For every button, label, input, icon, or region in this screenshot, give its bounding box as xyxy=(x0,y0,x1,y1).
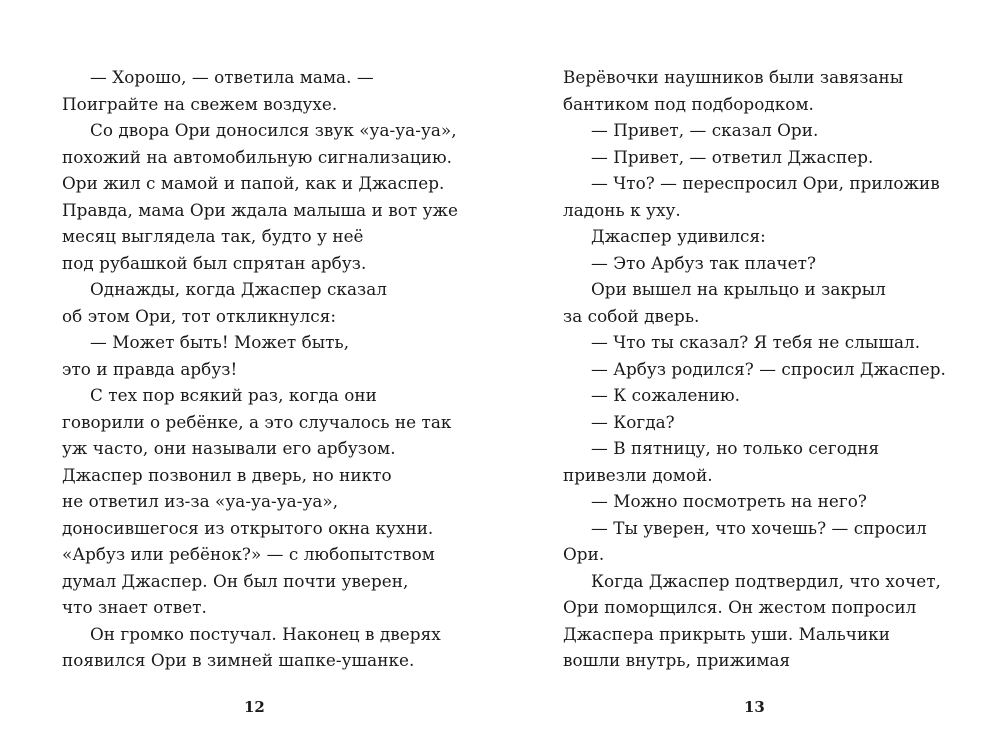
text-line: «Арбуз или ребёнок?» — с любопытством xyxy=(62,544,435,564)
text-line: С тех пор всякий раз, когда они xyxy=(90,385,377,405)
text-line: — Что? — переспросил Ори, приложив xyxy=(591,173,940,193)
text-line: Поиграйте на свежем воздухе. xyxy=(62,93,338,114)
text-line: Джаспер позвонил в дверь, но никто xyxy=(62,464,392,485)
left-page-text xyxy=(62,64,482,674)
text-line: Джаспера прикрыть уши. Мальчики xyxy=(563,623,890,644)
text-line: — Ты уверен, что хочешь? — спросил xyxy=(591,517,927,538)
left-page-number: 12 xyxy=(244,698,265,716)
text-line: — Привет, — сказал Ори. xyxy=(591,120,819,140)
text-line: Он громко постучал. Наконец в дверях xyxy=(90,623,441,644)
text-line: ладонь к уху. xyxy=(563,199,681,220)
text-line: уж часто, они называли его арбузом. xyxy=(62,438,396,458)
text-line: за собой дверь. xyxy=(563,305,700,326)
text-line: — Это Арбуз так плачет? xyxy=(591,252,817,273)
text-line: не ответил из-за «уа-уа-уа-уа», xyxy=(62,491,339,511)
text-line: появился Ори в зимней шапке-ушанке. xyxy=(62,650,415,670)
text-line: — Хорошо, — ответила мама. — xyxy=(90,67,374,87)
text-line: Ори жил с мамой и папой, как и Джаспер. xyxy=(62,173,445,193)
text-line: Джаспер удивился: xyxy=(591,226,766,246)
text-line: что знает ответ. xyxy=(62,597,207,617)
text-line: похожий на автомобильную сигнализацию. xyxy=(62,146,452,167)
text-line: Верёвочки наушников были завязаны xyxy=(563,67,904,87)
text-line: Когда Джаспер подтвердил, что хочет, xyxy=(591,570,941,591)
text-line: это и правда арбуз! xyxy=(62,358,238,379)
text-line: вошли внутрь, прижимая xyxy=(563,650,791,670)
text-line: — Когда? xyxy=(591,411,675,432)
text-line: Правда, мама Ори ждала малыша и вот уже xyxy=(62,199,458,220)
text-line: — Привет, — ответил Джаспер. xyxy=(591,146,874,167)
text-line: — Можно посмотреть на него? xyxy=(591,491,867,511)
text-line: об этом Ори, тот откликнулся: xyxy=(62,305,337,326)
text-line: месяц выглядела так, будто у неё xyxy=(62,226,364,246)
text-line: — Может быть! Может быть, xyxy=(90,332,350,352)
text-line: Со двора Ори доносился звук «уа-уа-уа», xyxy=(90,120,457,140)
text-line: — В пятницу, но только сегодня xyxy=(591,438,880,458)
text-line: бантиком под подбородком. xyxy=(563,93,814,114)
text-line: — К сожалению. xyxy=(591,385,740,405)
text-line: — Что ты сказал? Я тебя не слышал. xyxy=(591,332,921,352)
text-line: думал Джаспер. Он был почти уверен, xyxy=(62,570,409,591)
right-page-number: 13 xyxy=(744,698,765,716)
text-line: Ори. xyxy=(563,544,605,564)
text-line: доносившегося из открытого окна кухни. xyxy=(62,517,434,538)
text-line: — Арбуз родился? — спросил Джаспер. xyxy=(591,358,946,379)
text-line: Ори поморщился. Он жестом попросил xyxy=(563,597,917,617)
text-line: под рубашкой был спрятан арбуз. xyxy=(62,252,367,273)
right-page-text xyxy=(563,64,983,674)
text-line: говорили о ребёнке, а это случалось не так xyxy=(62,411,452,432)
text-line: привезли домой. xyxy=(563,464,713,485)
text-line: Ори вышел на крыльцо и закрыл xyxy=(591,279,886,299)
text-line: Однажды, когда Джаспер сказал xyxy=(90,279,387,299)
